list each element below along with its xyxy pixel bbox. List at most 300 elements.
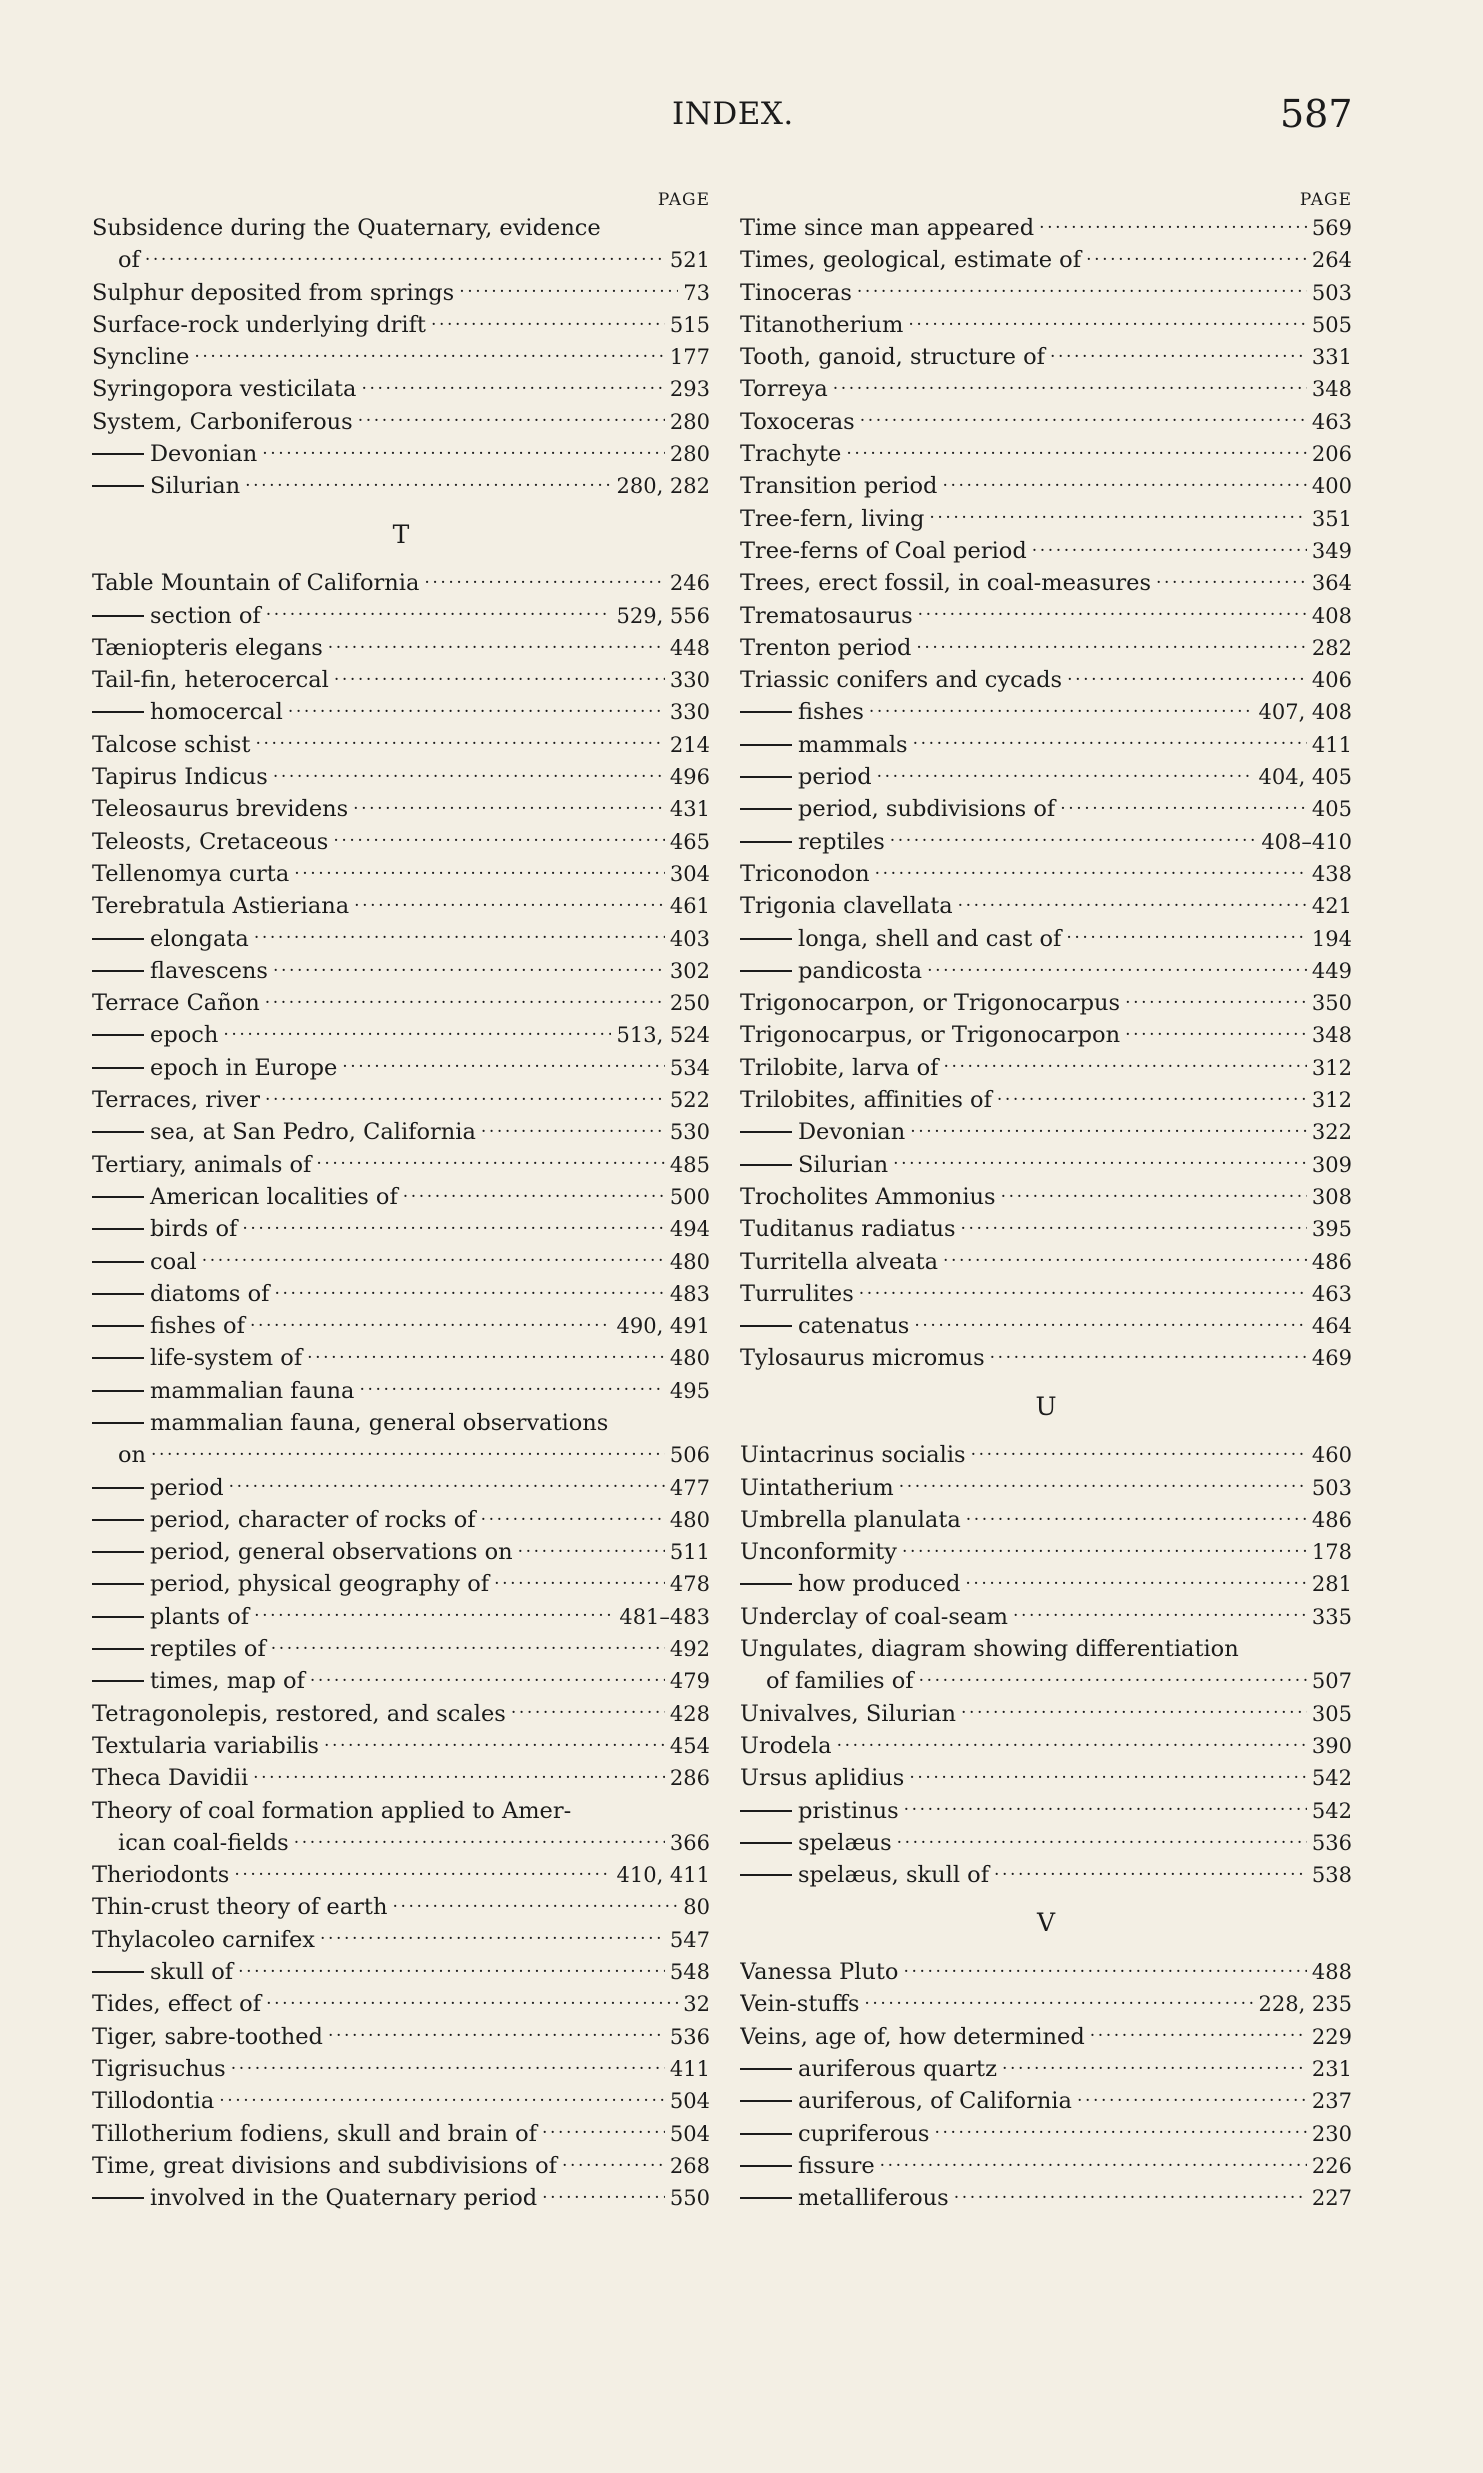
- index-entry: [92, 2053, 710, 2085]
- entry-label: Theory of coal formation applied to Amer-: [92, 1797, 572, 1824]
- index-entry: [92, 826, 710, 858]
- entry-text: [92, 1278, 270, 1310]
- entry-page: 302: [669, 958, 710, 983]
- ditto-dash: [92, 1325, 144, 1327]
- entry-page: 494: [669, 1217, 710, 1242]
- page-column-label: PAGE: [1299, 190, 1352, 210]
- entry-page: 237: [1311, 2089, 1352, 2114]
- ditto-dash: [740, 1131, 792, 1133]
- leader-dots: [194, 344, 664, 364]
- index-entry: [740, 1310, 1352, 1342]
- index-entry: [740, 826, 1352, 858]
- leader-dots: [918, 603, 1307, 623]
- leader-dots: [354, 893, 665, 913]
- entry-text: [740, 1084, 992, 1116]
- entry-page: 178: [1311, 1540, 1352, 1565]
- entry-label: Triassic conifers and cycads: [740, 667, 1063, 694]
- entry-text: [92, 1762, 248, 1794]
- entry-text: [92, 2085, 214, 2117]
- entry-page: 304: [669, 861, 710, 886]
- leader-dots: [1050, 344, 1307, 364]
- entry-page: 405: [1311, 797, 1352, 822]
- entry-label: Univalves, Silurian: [740, 1700, 957, 1727]
- entry-page: 465: [669, 829, 710, 854]
- entry-label: period, general observations on: [150, 1539, 513, 1566]
- entry-label: Surface-rock underlying drift: [92, 311, 426, 338]
- index-entry: [740, 2021, 1352, 2053]
- entry-label: Time, great divisions and subdivisions of: [92, 2152, 557, 2179]
- ditto-dash: [740, 970, 792, 972]
- entry-label: Tillotherium fodiens, skull and brain of: [92, 2120, 538, 2147]
- leader-dots: [294, 861, 665, 881]
- ditto-dash: [92, 1131, 144, 1133]
- leader-dots: [359, 1378, 664, 1398]
- leader-dots: [899, 1475, 1307, 1495]
- entry-page: 486: [1311, 1249, 1352, 1274]
- index-entry: [740, 1859, 1352, 1891]
- leader-dots: [494, 1571, 665, 1591]
- leader-dots: [353, 796, 665, 816]
- ditto-dash: [92, 453, 144, 455]
- leader-dots: [904, 1798, 1307, 1818]
- entry-label: Tail-fin, heterocercal: [92, 667, 329, 694]
- entry-text: [92, 567, 419, 599]
- leader-dots: [877, 764, 1254, 784]
- leader-dots: [1086, 247, 1307, 267]
- index-entry: [92, 1504, 710, 1536]
- ditto-dash: [740, 1810, 792, 1812]
- ditto-dash: [740, 2197, 792, 2199]
- entry-text: [92, 438, 257, 470]
- entry-text: [740, 1633, 1352, 1665]
- index-entry: [92, 761, 710, 793]
- entry-label: Umbrella planulata: [740, 1506, 961, 1533]
- leader-dots: [859, 1281, 1307, 1301]
- index-entry: [740, 341, 1352, 373]
- entry-text: [740, 212, 1034, 244]
- index-entry: [92, 2085, 710, 2117]
- entry-label: Table Mountain of California: [92, 570, 420, 597]
- ditto-dash: [740, 744, 792, 746]
- entry-text: [740, 1730, 832, 1762]
- ditto-dash: [740, 1325, 792, 1327]
- entry-text: [740, 2085, 1072, 2117]
- entry-label: times, map of: [150, 1668, 305, 1695]
- leader-dots: [1001, 1184, 1307, 1204]
- entry-text: [92, 1924, 315, 1956]
- entry-page: 229: [1311, 2024, 1352, 2049]
- index-entry: [92, 1956, 710, 1988]
- leader-dots: [316, 1152, 665, 1172]
- leader-dots: [943, 1055, 1306, 1075]
- entry-page: 406: [1311, 668, 1352, 693]
- leader-dots: [328, 635, 665, 655]
- entry-label: flavescens: [150, 957, 268, 984]
- entry-label: Trocholites Ammonius: [740, 1183, 996, 1210]
- leader-dots: [294, 1830, 665, 1850]
- entry-page: 227: [1311, 2186, 1352, 2211]
- entry-label: Trematosaurus: [740, 602, 913, 629]
- entry-text: [92, 1698, 506, 1730]
- entry-text: [740, 955, 922, 987]
- index-entry: [92, 438, 710, 470]
- index-entry: [740, 1246, 1352, 1278]
- entry-label: Veins, age of, how determined: [740, 2023, 1085, 2050]
- entry-text: [740, 1536, 897, 1568]
- index-entry: [740, 923, 1352, 955]
- entry-page: 350: [1311, 991, 1352, 1016]
- leader-dots: [961, 1216, 1307, 1236]
- index-entry: [740, 373, 1352, 405]
- entry-text: [92, 470, 240, 502]
- index-entry: [740, 2150, 1352, 2182]
- index-entry: [740, 1149, 1352, 1181]
- entry-label: auriferous quartz: [798, 2055, 997, 2082]
- entry-page: 506: [669, 1443, 710, 1468]
- index-column-left: [92, 188, 710, 2214]
- entry-text: [740, 632, 911, 664]
- leader-dots: [223, 1022, 611, 1042]
- entry-text: [92, 1342, 302, 1374]
- entry-page: 73: [683, 280, 710, 305]
- entry-page: 280: [669, 409, 710, 434]
- entry-label: Sulphur deposited from springs: [92, 279, 455, 306]
- section-letter: U: [1035, 1391, 1057, 1421]
- index-entry: [92, 1730, 710, 1762]
- entry-text: [92, 1601, 249, 1633]
- ditto-dash: [740, 776, 792, 778]
- entry-text: [92, 1568, 489, 1600]
- leader-dots: [542, 2121, 665, 2141]
- entry-text: [92, 1019, 218, 1051]
- entry-label: Tapirus Indicus: [92, 764, 268, 791]
- entry-page: 214: [669, 732, 710, 757]
- entry-text: [92, 793, 348, 825]
- entry-label: Devonian: [150, 441, 258, 468]
- index-entry: [740, 1019, 1352, 1051]
- index-entry: [92, 1924, 710, 1956]
- index-entry: [92, 1375, 710, 1407]
- page-column-label: PAGE: [657, 190, 710, 210]
- entry-text: [92, 341, 189, 373]
- index-entry: [92, 987, 710, 1019]
- entry-text: [740, 2150, 875, 2182]
- entry-text: [92, 1246, 197, 1278]
- leader-dots: [857, 280, 1307, 300]
- entry-label: mammalian fauna, general observations: [150, 1409, 609, 1436]
- entry-label: fishes of: [150, 1313, 245, 1340]
- entry-page: 264: [1311, 248, 1352, 273]
- entry-label: Vanessa Pluto: [740, 1959, 899, 1986]
- ditto-dash: [740, 1874, 792, 1876]
- entry-label: Time since man appeared: [740, 215, 1035, 241]
- index-entry: [92, 955, 710, 987]
- entry-page: 280: [669, 442, 710, 467]
- entry-label: Vein-stuffs: [740, 1991, 860, 2018]
- entry-label: Teleosaurus brevidens: [92, 796, 349, 823]
- index-entry: [740, 1181, 1352, 1213]
- entry-text: [740, 1762, 904, 1794]
- entry-label: elongata: [150, 925, 249, 952]
- index-entry: [92, 1633, 710, 1665]
- entry-text: [92, 1439, 146, 1471]
- entry-page: 547: [669, 1927, 710, 1952]
- entry-text: [92, 729, 250, 761]
- leader-dots: [361, 376, 664, 396]
- index-entry: [740, 955, 1352, 987]
- ditto-dash: [92, 1357, 144, 1359]
- entry-text: [92, 1536, 513, 1568]
- entry-page: 286: [669, 1766, 710, 1791]
- index-list-right: [740, 212, 1352, 2214]
- leader-dots: [909, 1765, 1307, 1785]
- ditto-dash: [92, 1422, 144, 1424]
- index-entry: [740, 1988, 1352, 2020]
- index-entry: [92, 1827, 710, 1859]
- entry-label: Unconformity: [740, 1539, 898, 1566]
- leader-dots: [459, 280, 678, 300]
- entry-page: 463: [1311, 1281, 1352, 1306]
- entry-page: 404, 405: [1258, 765, 1352, 790]
- leader-dots: [307, 1345, 665, 1365]
- entry-page: 282: [1311, 635, 1352, 660]
- leader-dots: [273, 764, 665, 784]
- entry-text: [92, 1310, 245, 1342]
- leader-dots: [481, 1507, 665, 1527]
- leader-dots: [518, 1539, 665, 1559]
- entry-page: 32: [683, 1992, 710, 2017]
- entry-label: Tuditanus radiatus: [740, 1216, 956, 1243]
- leader-dots: [403, 1184, 665, 1204]
- entry-page: 500: [669, 1184, 710, 1209]
- entry-page: 503: [1311, 1475, 1352, 1500]
- entry-page: 206: [1311, 442, 1352, 467]
- entry-label: period, subdivisions of: [798, 796, 1056, 823]
- entry-label: involved in the Quaternary period: [150, 2185, 538, 2212]
- leader-dots: [927, 958, 1307, 978]
- section-letter: T: [392, 519, 410, 549]
- entry-text: [740, 1019, 1120, 1051]
- entry-text: [92, 632, 323, 664]
- ditto-dash: [740, 808, 792, 810]
- index-entry: [740, 470, 1352, 502]
- entry-label: longa, shell and cast of: [798, 925, 1062, 952]
- entry-page: 438: [1311, 861, 1352, 886]
- entry-text: [92, 406, 353, 438]
- ditto-dash: [740, 711, 792, 713]
- entry-page: 550: [669, 2186, 710, 2211]
- entry-page: 503: [1311, 280, 1352, 305]
- leader-dots: [202, 1249, 665, 1269]
- entry-page: 461: [669, 894, 710, 919]
- leader-dots: [481, 1119, 665, 1139]
- leader-dots: [971, 1442, 1307, 1462]
- entry-label: Trenton period: [740, 634, 912, 661]
- entry-label: Trees, erect fossil, in coal-measures: [740, 570, 1152, 597]
- entry-label: Tertiary, animals of: [92, 1151, 312, 1178]
- leader-dots: [334, 667, 665, 687]
- leader-dots: [837, 1733, 1307, 1753]
- entry-page: 407, 408: [1258, 700, 1352, 725]
- entry-page: 569: [1311, 216, 1352, 240]
- index-entry: [92, 923, 710, 955]
- entry-text: [740, 1116, 905, 1148]
- ditto-dash: [740, 2133, 792, 2135]
- index-entry: [740, 406, 1352, 438]
- index-entry: [740, 1633, 1352, 1665]
- entry-text: [740, 470, 937, 502]
- entry-text: [740, 1698, 956, 1730]
- leader-dots: [965, 1571, 1307, 1591]
- index-entry: [92, 1246, 710, 1278]
- entry-text: [740, 890, 953, 922]
- leader-dots: [958, 893, 1307, 913]
- entry-text: [92, 1084, 260, 1116]
- entry-label: Trilobite, larva of: [740, 1054, 939, 1081]
- entry-label: Trilobites, affinities of: [740, 1087, 992, 1114]
- leader-dots: [273, 958, 665, 978]
- entry-label: Tooth, ganoid, structure of: [740, 344, 1046, 371]
- entry-label: pandicosta: [798, 957, 923, 984]
- entry-text: [92, 1956, 233, 1988]
- entry-page: 492: [669, 1637, 710, 1662]
- ditto-dash: [92, 485, 144, 487]
- entry-label: Terebratula Astieriana: [92, 893, 350, 920]
- leader-dots: [253, 1765, 665, 1785]
- leader-dots: [275, 1281, 665, 1301]
- index-entry: [740, 664, 1352, 696]
- entry-text: [740, 600, 913, 632]
- leader-dots: [392, 1894, 678, 1914]
- entry-label: Titanotherium: [740, 311, 904, 338]
- entry-page: 408–410: [1261, 829, 1352, 854]
- ditto-dash: [92, 1487, 144, 1489]
- entry-label: pristinus: [798, 1797, 899, 1824]
- leader-dots: [266, 1991, 678, 2011]
- index-entry: [740, 535, 1352, 567]
- index-entry: [92, 309, 710, 341]
- entry-label: Tellenomya curta: [92, 860, 290, 887]
- index-entry: [92, 1762, 710, 1794]
- index-entry: [740, 567, 1352, 599]
- entry-text: [740, 503, 924, 535]
- entry-text: [92, 1988, 261, 2020]
- entry-text: [92, 600, 261, 632]
- entry-text: [740, 729, 908, 761]
- index-entry: [740, 277, 1352, 309]
- leader-dots: [265, 990, 665, 1010]
- entry-label: American localities of: [150, 1183, 398, 1210]
- index-entry: [92, 567, 710, 599]
- entry-page: 194: [1311, 926, 1352, 951]
- leader-dots: [860, 409, 1307, 429]
- ditto-dash: [92, 1971, 144, 1973]
- entry-text: [92, 987, 260, 1019]
- entry-text: [740, 1859, 989, 1891]
- entry-label: fissure: [798, 2152, 875, 2179]
- entry-page: 431: [669, 797, 710, 822]
- entry-page: 513, 524: [616, 1023, 710, 1048]
- entry-label: Silurian: [150, 473, 241, 500]
- entry-label: Tillodontia: [92, 2088, 215, 2115]
- entry-label: life-system of: [150, 1345, 303, 1372]
- leader-dots: [271, 1636, 665, 1656]
- index-entry: [740, 2085, 1352, 2117]
- entry-page: 542: [1311, 1798, 1352, 1823]
- index-entry: [92, 277, 710, 309]
- entry-page: 250: [669, 991, 710, 1016]
- index-entry: [740, 1795, 1352, 1827]
- entry-text: [740, 244, 1081, 276]
- index-entry: [92, 1019, 710, 1051]
- entry-text: [740, 987, 1120, 1019]
- entry-text: [740, 1665, 914, 1697]
- index-entry: [92, 2182, 710, 2214]
- entry-label: Trigonocarpon, or Trigonocarpus: [740, 990, 1121, 1017]
- leader-dots: [1066, 926, 1307, 946]
- entry-page: 280, 282: [616, 474, 710, 499]
- ditto-dash: [740, 1583, 792, 1585]
- index-entry: [92, 1795, 710, 1827]
- entry-label: Subsidence during the Quaternary, evidence: [92, 215, 601, 241]
- index-entry: [92, 470, 710, 502]
- entry-label: coal: [150, 1248, 197, 1275]
- entry-label: Uintacrinus socialis: [740, 1442, 966, 1469]
- index-entry: [740, 438, 1352, 470]
- entry-label: Tinoceras: [740, 279, 852, 306]
- leader-dots: [231, 2056, 665, 2076]
- entry-label: cupriferous: [798, 2120, 930, 2147]
- entry-text: [92, 955, 268, 987]
- entry-label: metalliferous: [798, 2185, 949, 2212]
- entry-label: Trachyte: [740, 441, 842, 468]
- entry-text: [740, 567, 1151, 599]
- entry-label: Turrulites: [740, 1280, 854, 1307]
- entry-label: period, character of rocks of: [150, 1506, 476, 1533]
- leader-dots: [942, 473, 1306, 493]
- entry-page: 488: [1311, 1960, 1352, 1985]
- index-entry: [740, 890, 1352, 922]
- entry-text: [92, 1149, 311, 1181]
- entry-text: [92, 923, 249, 955]
- leader-dots: [997, 1087, 1307, 1107]
- entry-label: of families of: [766, 1668, 914, 1695]
- index-entry: [92, 2021, 710, 2053]
- index-entry: [92, 2150, 710, 2182]
- leader-dots: [1090, 2024, 1307, 2044]
- entry-page: 542: [1311, 1766, 1352, 1791]
- index-entry: [740, 244, 1352, 276]
- entry-page: 400: [1311, 474, 1352, 499]
- index-entry: [92, 1342, 710, 1374]
- section-letter: V: [1036, 1908, 1056, 1938]
- entry-page: 411: [1311, 732, 1352, 757]
- entry-page: 463: [1311, 409, 1352, 434]
- entry-text: [92, 1633, 266, 1665]
- entry-text: [740, 535, 1027, 567]
- entry-page: 490, 491: [616, 1314, 710, 1339]
- ditto-dash: [92, 1551, 144, 1553]
- index-list-left: [92, 212, 710, 2214]
- entry-text: [740, 341, 1045, 373]
- leader-dots: [897, 1830, 1307, 1850]
- leader-dots: [943, 1249, 1307, 1269]
- index-entry: [92, 1052, 710, 1084]
- entry-label: Theca Davidii: [92, 1765, 249, 1792]
- index-entry: [740, 1665, 1352, 1697]
- entry-page: 480: [669, 1346, 710, 1371]
- leader-dots: [833, 376, 1307, 396]
